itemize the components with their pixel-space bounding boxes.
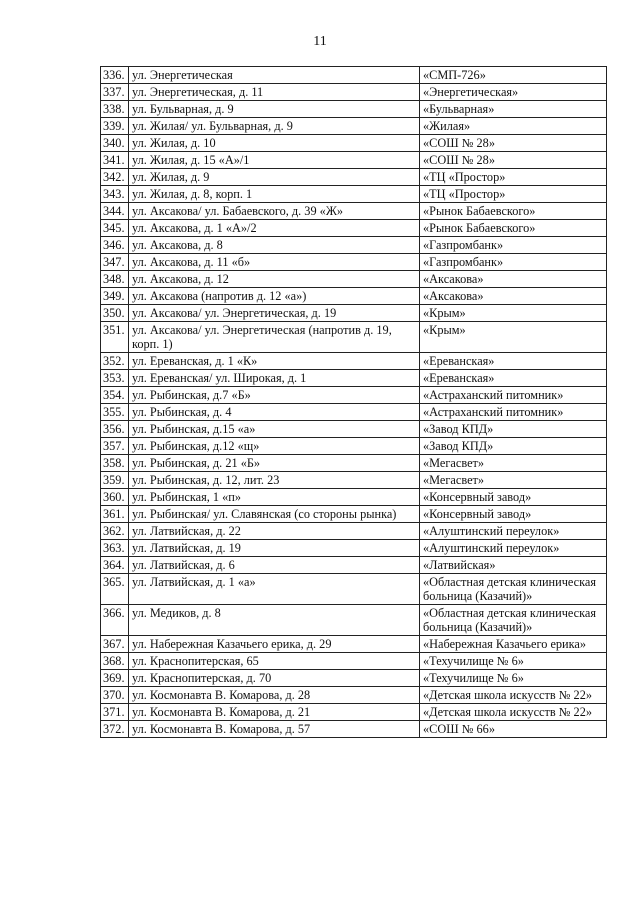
row-number: 337. bbox=[101, 84, 129, 101]
table-row bbox=[101, 540, 607, 557]
row-number: 357. bbox=[101, 438, 129, 455]
table-row bbox=[101, 387, 607, 404]
table-row bbox=[101, 506, 607, 523]
row-number: 342. bbox=[101, 169, 129, 186]
address-cell: ул. Ереванская/ ул. Широкая, д. 1 bbox=[129, 370, 420, 387]
table-row bbox=[101, 574, 607, 605]
table-row bbox=[101, 135, 607, 152]
address-cell: ул. Рыбинская, 1 «п» bbox=[129, 489, 420, 506]
row-number: 362. bbox=[101, 523, 129, 540]
stop-name-cell: «Областная детская клиническая больница (Казачий)» bbox=[420, 574, 607, 605]
table-row bbox=[101, 67, 607, 84]
row-number: 339. bbox=[101, 118, 129, 135]
table-row bbox=[101, 305, 607, 322]
stop-name-cell: «Крым» bbox=[420, 305, 607, 322]
stop-name-cell: «Завод КПД» bbox=[420, 438, 607, 455]
stop-name-cell: «Консервный завод» bbox=[420, 489, 607, 506]
address-cell: ул. Набережная Казачьего ерика, д. 29 bbox=[129, 636, 420, 653]
row-number: 358. bbox=[101, 455, 129, 472]
row-number: 372. bbox=[101, 721, 129, 738]
row-number: 355. bbox=[101, 404, 129, 421]
address-cell: ул. Космонавта В. Комарова, д. 21 bbox=[129, 704, 420, 721]
row-number: 353. bbox=[101, 370, 129, 387]
table-row bbox=[101, 254, 607, 271]
row-number: 368. bbox=[101, 653, 129, 670]
stop-name-cell: «Ереванская» bbox=[420, 353, 607, 370]
table-row bbox=[101, 721, 607, 738]
stop-name-cell: «Газпромбанк» bbox=[420, 237, 607, 254]
address-cell: ул. Аксакова, д. 1 «А»/2 bbox=[129, 220, 420, 237]
stop-name-cell: «Бульварная» bbox=[420, 101, 607, 118]
stop-name-cell: «СОШ № 28» bbox=[420, 135, 607, 152]
stop-name-cell: «Рынок Бабаевского» bbox=[420, 220, 607, 237]
row-number: 370. bbox=[101, 687, 129, 704]
address-cell: ул. Аксакова, д. 11 «б» bbox=[129, 254, 420, 271]
address-cell: ул. Рыбинская, д.15 «а» bbox=[129, 421, 420, 438]
table-row bbox=[101, 404, 607, 421]
table-row bbox=[101, 523, 607, 540]
table-row bbox=[101, 472, 607, 489]
row-number: 346. bbox=[101, 237, 129, 254]
stop-name-cell: «Алуштинский переулок» bbox=[420, 540, 607, 557]
address-cell: ул. Латвийская, д. 22 bbox=[129, 523, 420, 540]
stop-name-cell: «Мегасвет» bbox=[420, 455, 607, 472]
address-cell: ул. Космонавта В. Комарова, д. 28 bbox=[129, 687, 420, 704]
row-number: 365. bbox=[101, 574, 129, 605]
table-row bbox=[101, 636, 607, 653]
row-number: 369. bbox=[101, 670, 129, 687]
table-row bbox=[101, 421, 607, 438]
address-cell: ул. Энергетическая, д. 11 bbox=[129, 84, 420, 101]
table-row bbox=[101, 118, 607, 135]
stop-name-cell: «ТЦ «Простор» bbox=[420, 169, 607, 186]
stop-name-cell: «Энергетическая» bbox=[420, 84, 607, 101]
address-cell: ул. Жилая, д. 9 bbox=[129, 169, 420, 186]
table-body bbox=[101, 67, 607, 738]
table-row bbox=[101, 322, 607, 353]
stop-name-cell: «Техучилище № 6» bbox=[420, 653, 607, 670]
table-row bbox=[101, 455, 607, 472]
stops-table bbox=[100, 66, 607, 738]
stop-name-cell: «Областная детская клиническая больница (Казачий)» bbox=[420, 605, 607, 636]
address-cell: ул. Краснопитерская, д. 70 bbox=[129, 670, 420, 687]
stop-name-cell: «Астраханский питомник» bbox=[420, 387, 607, 404]
table-row bbox=[101, 271, 607, 288]
address-cell: ул. Аксакова/ ул. Бабаевского, д. 39 «Ж» bbox=[129, 203, 420, 220]
stop-name-cell: «Ереванская» bbox=[420, 370, 607, 387]
row-number: 356. bbox=[101, 421, 129, 438]
address-cell: ул. Рыбинская, д. 21 «Б» bbox=[129, 455, 420, 472]
address-cell: ул. Аксакова/ ул. Энергетическая, д. 19 bbox=[129, 305, 420, 322]
address-cell: ул. Рыбинская, д.7 «Б» bbox=[129, 387, 420, 404]
stop-name-cell: «Рынок Бабаевского» bbox=[420, 203, 607, 220]
address-cell: ул. Ереванская, д. 1 «К» bbox=[129, 353, 420, 370]
row-number: 366. bbox=[101, 605, 129, 636]
stop-name-cell: «Крым» bbox=[420, 322, 607, 353]
table-row bbox=[101, 687, 607, 704]
page-number: 11 bbox=[313, 34, 327, 49]
address-cell: ул. Аксакова, д. 8 bbox=[129, 237, 420, 254]
table-row bbox=[101, 288, 607, 305]
table-row bbox=[101, 186, 607, 203]
stop-name-cell: «Завод КПД» bbox=[420, 421, 607, 438]
table-row bbox=[101, 169, 607, 186]
address-cell: ул. Латвийская, д. 1 «а» bbox=[129, 574, 420, 605]
stop-name-cell: «Техучилище № 6» bbox=[420, 670, 607, 687]
address-cell: ул. Латвийская, д. 6 bbox=[129, 557, 420, 574]
stop-name-cell: «Латвийская» bbox=[420, 557, 607, 574]
table-row bbox=[101, 370, 607, 387]
address-cell: ул. Рыбинская, д. 4 bbox=[129, 404, 420, 421]
table-row bbox=[101, 489, 607, 506]
row-number: 360. bbox=[101, 489, 129, 506]
table-row bbox=[101, 653, 607, 670]
address-cell: ул. Рыбинская/ ул. Славянская (со стороны рынка) bbox=[129, 506, 420, 523]
stop-name-cell: «Мегасвет» bbox=[420, 472, 607, 489]
row-number: 338. bbox=[101, 101, 129, 118]
row-number: 340. bbox=[101, 135, 129, 152]
row-number: 343. bbox=[101, 186, 129, 203]
address-cell: ул. Рыбинская, д.12 «щ» bbox=[129, 438, 420, 455]
address-cell: ул. Бульварная, д. 9 bbox=[129, 101, 420, 118]
row-number: 351. bbox=[101, 322, 129, 353]
row-number: 341. bbox=[101, 152, 129, 169]
address-cell: ул. Медиков, д. 8 bbox=[129, 605, 420, 636]
stop-name-cell: «Аксакова» bbox=[420, 271, 607, 288]
stop-name-cell: «Жилая» bbox=[420, 118, 607, 135]
table-row bbox=[101, 84, 607, 101]
table-row bbox=[101, 704, 607, 721]
stop-name-cell: «Детская школа искусств № 22» bbox=[420, 704, 607, 721]
address-cell: ул. Аксакова (напротив д. 12 «а») bbox=[129, 288, 420, 305]
stop-name-cell: «Газпромбанк» bbox=[420, 254, 607, 271]
stop-name-cell: «Алуштинский переулок» bbox=[420, 523, 607, 540]
row-number: 350. bbox=[101, 305, 129, 322]
address-cell: ул. Аксакова/ ул. Энергетическая (напротив д. 19, корп. 1) bbox=[129, 322, 420, 353]
address-cell: ул. Аксакова, д. 12 bbox=[129, 271, 420, 288]
address-cell: ул. Энергетическая bbox=[129, 67, 420, 84]
row-number: 345. bbox=[101, 220, 129, 237]
stop-name-cell: «Консервный завод» bbox=[420, 506, 607, 523]
stop-name-cell: «Астраханский питомник» bbox=[420, 404, 607, 421]
table-row bbox=[101, 152, 607, 169]
row-number: 347. bbox=[101, 254, 129, 271]
stop-name-cell: «Набережная Казачьего ерика» bbox=[420, 636, 607, 653]
address-cell: ул. Жилая, д. 8, корп. 1 bbox=[129, 186, 420, 203]
stop-name-cell: «Детская школа искусств № 22» bbox=[420, 687, 607, 704]
table-row bbox=[101, 101, 607, 118]
address-cell: ул. Жилая, д. 10 bbox=[129, 135, 420, 152]
table-row bbox=[101, 438, 607, 455]
address-cell: ул. Рыбинская, д. 12, лит. 23 bbox=[129, 472, 420, 489]
row-number: 361. bbox=[101, 506, 129, 523]
address-cell: ул. Жилая/ ул. Бульварная, д. 9 bbox=[129, 118, 420, 135]
table-row bbox=[101, 670, 607, 687]
table-row bbox=[101, 605, 607, 636]
stop-name-cell: «СМП-726» bbox=[420, 67, 607, 84]
table-row bbox=[101, 353, 607, 370]
row-number: 354. bbox=[101, 387, 129, 404]
row-number: 349. bbox=[101, 288, 129, 305]
address-cell: ул. Жилая, д. 15 «А»/1 bbox=[129, 152, 420, 169]
row-number: 363. bbox=[101, 540, 129, 557]
address-cell: ул. Краснопитерская, 65 bbox=[129, 653, 420, 670]
stop-name-cell: «Аксакова» bbox=[420, 288, 607, 305]
address-cell: ул. Латвийская, д. 19 bbox=[129, 540, 420, 557]
row-number: 352. bbox=[101, 353, 129, 370]
row-number: 359. bbox=[101, 472, 129, 489]
table-row bbox=[101, 237, 607, 254]
row-number: 367. bbox=[101, 636, 129, 653]
table-row bbox=[101, 220, 607, 237]
row-number: 344. bbox=[101, 203, 129, 220]
row-number: 348. bbox=[101, 271, 129, 288]
table-row bbox=[101, 203, 607, 220]
stop-name-cell: «СОШ № 28» bbox=[420, 152, 607, 169]
row-number: 371. bbox=[101, 704, 129, 721]
row-number: 364. bbox=[101, 557, 129, 574]
address-cell: ул. Космонавта В. Комарова, д. 57 bbox=[129, 721, 420, 738]
table-row bbox=[101, 557, 607, 574]
stop-name-cell: «ТЦ «Простор» bbox=[420, 186, 607, 203]
row-number: 336. bbox=[101, 67, 129, 84]
stop-name-cell: «СОШ № 66» bbox=[420, 721, 607, 738]
